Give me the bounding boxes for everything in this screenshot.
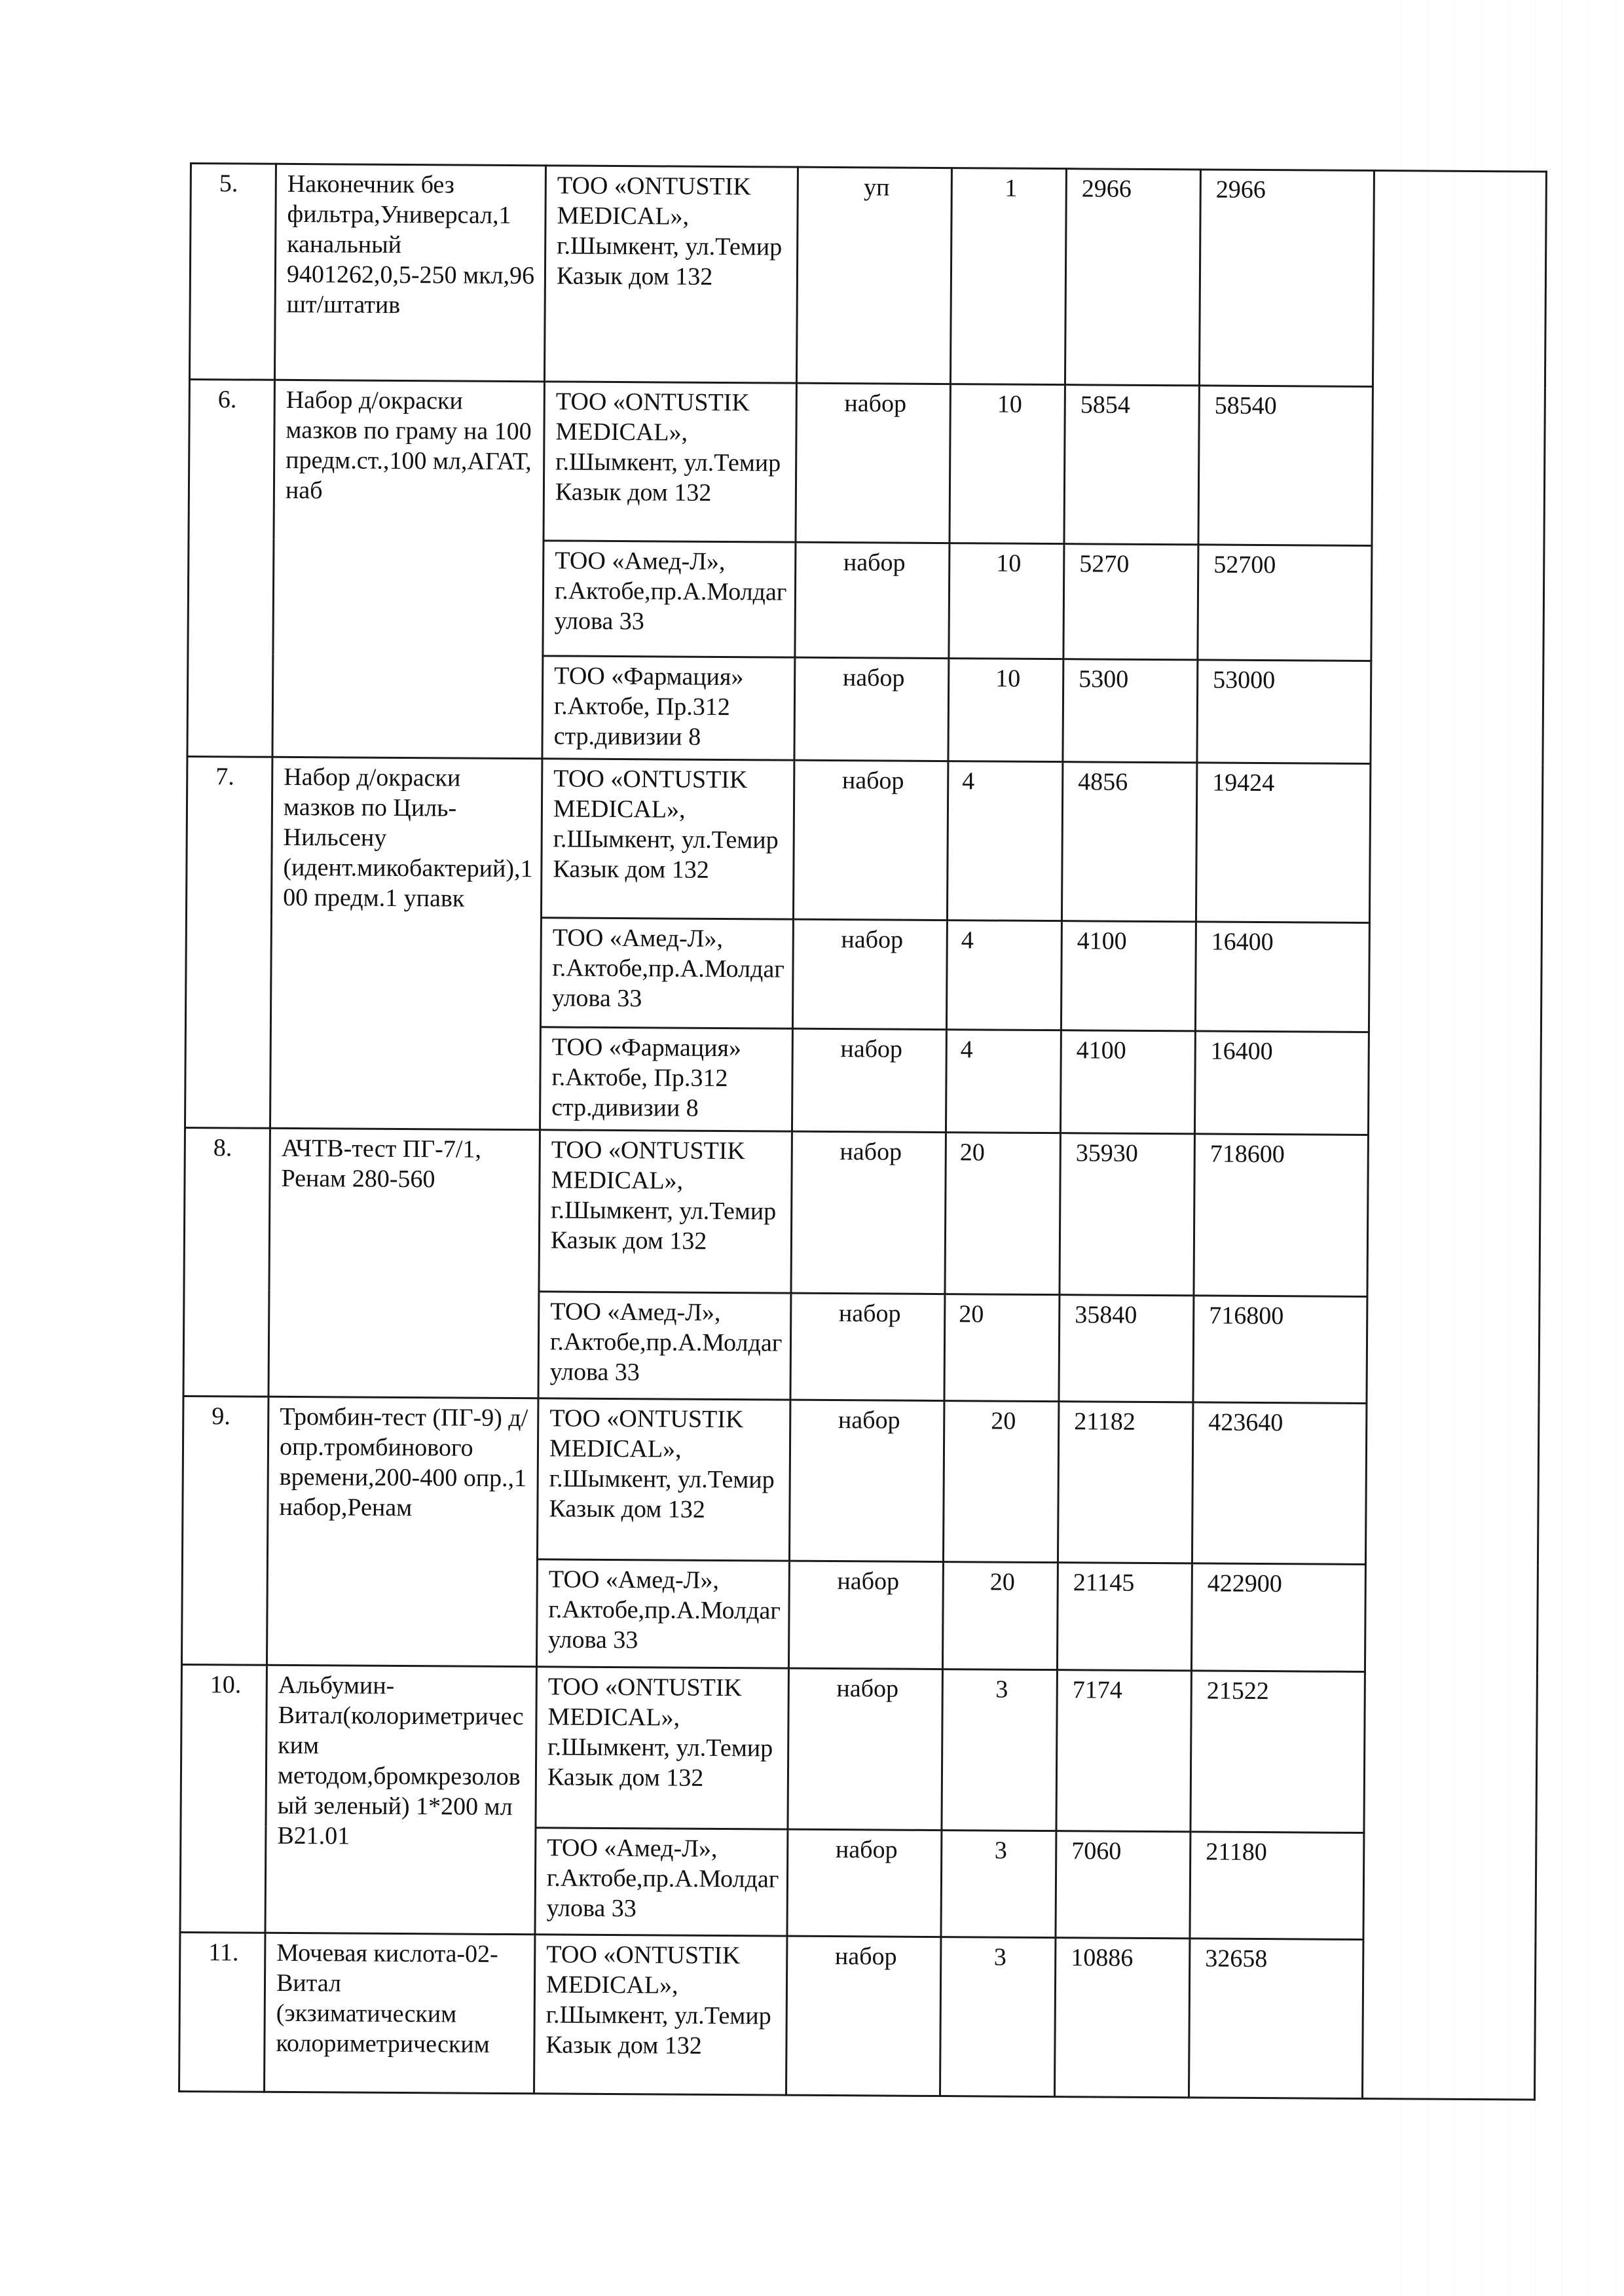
supplier-cell: ТОО «ONTUSTIK MEDICAL», г.Шымкент, ул.Темир Казык дом 132 xyxy=(534,1935,786,2095)
sum-cell: 21180 xyxy=(1190,1832,1364,1940)
quantity-cell: 10 xyxy=(949,543,1064,659)
table-row xyxy=(189,380,1545,547)
unit-cell: набор xyxy=(789,1400,944,1561)
price-cell: 21145 xyxy=(1057,1563,1192,1671)
supplier-cell: ТОО «Амед-Л», г.Актобе,пр.А.Молдагулова 33 xyxy=(536,1559,789,1668)
item-name: Альбумин-Витал(колориметрическим методом,бромкрезоловый зеленый) 1*200 мл В21.01 xyxy=(265,1665,536,1935)
item-number: 5. xyxy=(189,164,276,380)
item-number: 10. xyxy=(180,1664,267,1933)
table-row xyxy=(179,1932,1536,2100)
item-name: Набор д/окраски мазков по граму на 100 предм.ст.,100 мл,АГАТ, наб xyxy=(272,380,545,759)
unit-cell: набор xyxy=(788,1668,942,1830)
unit-cell: набор xyxy=(786,1936,940,2096)
unit-cell: набор xyxy=(790,1293,945,1400)
sum-cell: 53000 xyxy=(1197,660,1371,764)
unit-cell: набор xyxy=(794,657,949,761)
unit-cell: уп xyxy=(796,167,951,384)
table-row xyxy=(186,756,1542,924)
procurement-table xyxy=(178,162,1547,2101)
unit-cell: набор xyxy=(796,383,950,543)
supplier-cell: ТОО «Фармация» г.Актобе, Пр.312 стр.дивизии 8 xyxy=(542,656,795,760)
price-cell: 5854 xyxy=(1064,385,1199,545)
sum-cell: 716800 xyxy=(1193,1296,1367,1404)
sum-cell: 52700 xyxy=(1198,545,1372,661)
sum-cell: 2966 xyxy=(1199,170,1374,387)
unit-cell: набор xyxy=(792,919,947,1029)
item-number: 11. xyxy=(179,1932,265,2092)
quantity-cell: 10 xyxy=(950,384,1065,544)
quantity-cell: 20 xyxy=(945,1133,1061,1295)
sum-cell: 16400 xyxy=(1195,922,1369,1032)
notes-column xyxy=(1362,171,1546,2100)
quantity-cell: 20 xyxy=(944,1294,1060,1402)
price-cell: 21182 xyxy=(1058,1402,1192,1563)
quantity-cell: 10 xyxy=(948,659,1063,762)
item-name: Наконечник без фильтра,Универсал,1 канальный 9401262,0,5-250 мкл,96 шт/штатив xyxy=(274,164,545,382)
supplier-cell: ТОО «ONTUSTIK MEDICAL», г.Шымкент, ул.Темир Казык дом 132 xyxy=(544,382,796,542)
sum-cell: 32658 xyxy=(1189,1939,1363,2099)
sum-cell: 16400 xyxy=(1194,1031,1369,1135)
supplier-cell: ТОО «ONTUSTIK MEDICAL», г.Шымкент, ул.Темир Казык дом 132 xyxy=(539,1130,792,1293)
table-row xyxy=(189,164,1546,388)
supplier-cell: ТОО «Амед-Л», г.Актобе,пр.А.Молдагулова 33 xyxy=(538,1292,791,1400)
unit-cell: набор xyxy=(787,1829,942,1937)
price-cell: 4856 xyxy=(1061,762,1196,922)
item-number: 7. xyxy=(185,756,272,1128)
sum-cell: 19424 xyxy=(1196,763,1370,923)
price-cell: 35840 xyxy=(1059,1295,1194,1402)
unit-cell: набор xyxy=(788,1561,943,1669)
supplier-cell: ТОО «Амед-Л», г.Актобе,пр.А.Молдагулова 33 xyxy=(543,541,796,657)
item-name: Набор д/окраски мазков по Циль-Нильсену (идент.микобактерий),100 предм.1 упавк xyxy=(270,757,542,1130)
price-cell: 5270 xyxy=(1063,544,1198,660)
price-cell: 35930 xyxy=(1060,1133,1195,1296)
quantity-cell: 20 xyxy=(942,1562,1058,1670)
quantity-cell: 3 xyxy=(941,1831,1056,1938)
item-number: 8. xyxy=(183,1127,270,1396)
price-cell: 10886 xyxy=(1054,1938,1189,2098)
supplier-cell: ТОО «ONTUSTIK MEDICAL», г.Шымкент, ул.Темир Казык дом 132 xyxy=(544,166,798,383)
unit-cell: набор xyxy=(792,1029,946,1132)
supplier-cell: ТОО «Амед-Л», г.Актобе,пр.А.Молдагулова 33 xyxy=(540,918,793,1029)
sum-cell: 21522 xyxy=(1190,1671,1365,1833)
supplier-cell: ТОО «Амед-Л», г.Актобе,пр.А.Молдагулова 33 xyxy=(535,1828,788,1936)
unit-cell: набор xyxy=(793,760,948,920)
sum-cell: 58540 xyxy=(1198,386,1373,546)
quantity-cell: 4 xyxy=(947,761,1062,921)
price-cell: 2966 xyxy=(1065,169,1200,386)
item-name: Тромбин-тест (ПГ-9) д/опр.тромбинового времени,200-400 опр.,1 набор,Ренам xyxy=(267,1396,538,1667)
sum-cell: 422900 xyxy=(1191,1563,1365,1672)
item-number: 6. xyxy=(187,380,275,757)
unit-cell: набор xyxy=(791,1131,946,1294)
table-row xyxy=(182,1396,1538,1565)
supplier-cell: ТОО «ONTUSTIK MEDICAL», г.Шымкент, ул.Темир Казык дом 132 xyxy=(537,1398,790,1561)
quantity-cell: 4 xyxy=(946,1030,1061,1133)
quantity-cell: 4 xyxy=(946,920,1061,1030)
sum-cell: 718600 xyxy=(1194,1134,1369,1297)
price-cell: 7174 xyxy=(1056,1670,1191,1832)
table-row xyxy=(181,1664,1537,1834)
price-cell: 7060 xyxy=(1056,1831,1190,1939)
quantity-cell: 3 xyxy=(942,1669,1057,1831)
price-cell: 4100 xyxy=(1060,1030,1195,1134)
item-name: Мочевая кислота-02-Витал (экзиматическим колориметрическим xyxy=(264,1933,534,2094)
item-name: АЧТВ-тест ПГ-7/1, Ренам 280-560 xyxy=(268,1128,540,1398)
unit-cell: набор xyxy=(795,542,950,658)
supplier-cell: ТОО «ONTUSTIK MEDICAL», г.Шымкент, ул.Темир Казык дом 132 xyxy=(536,1667,788,1829)
quantity-cell: 1 xyxy=(950,168,1066,385)
supplier-cell: ТОО «Фармация» г.Актобе, Пр.312 стр.дивизии 8 xyxy=(540,1027,792,1131)
price-cell: 4100 xyxy=(1061,921,1196,1031)
table-row xyxy=(184,1127,1540,1298)
supplier-cell: ТОО «ONTUSTIK MEDICAL», г.Шымкент, ул.Темир Казык дом 132 xyxy=(541,759,794,919)
price-cell: 5300 xyxy=(1063,659,1198,763)
quantity-cell: 3 xyxy=(940,1937,1055,2097)
item-number: 9. xyxy=(181,1396,268,1665)
quantity-cell: 20 xyxy=(943,1401,1058,1563)
sum-cell: 423640 xyxy=(1192,1402,1366,1565)
